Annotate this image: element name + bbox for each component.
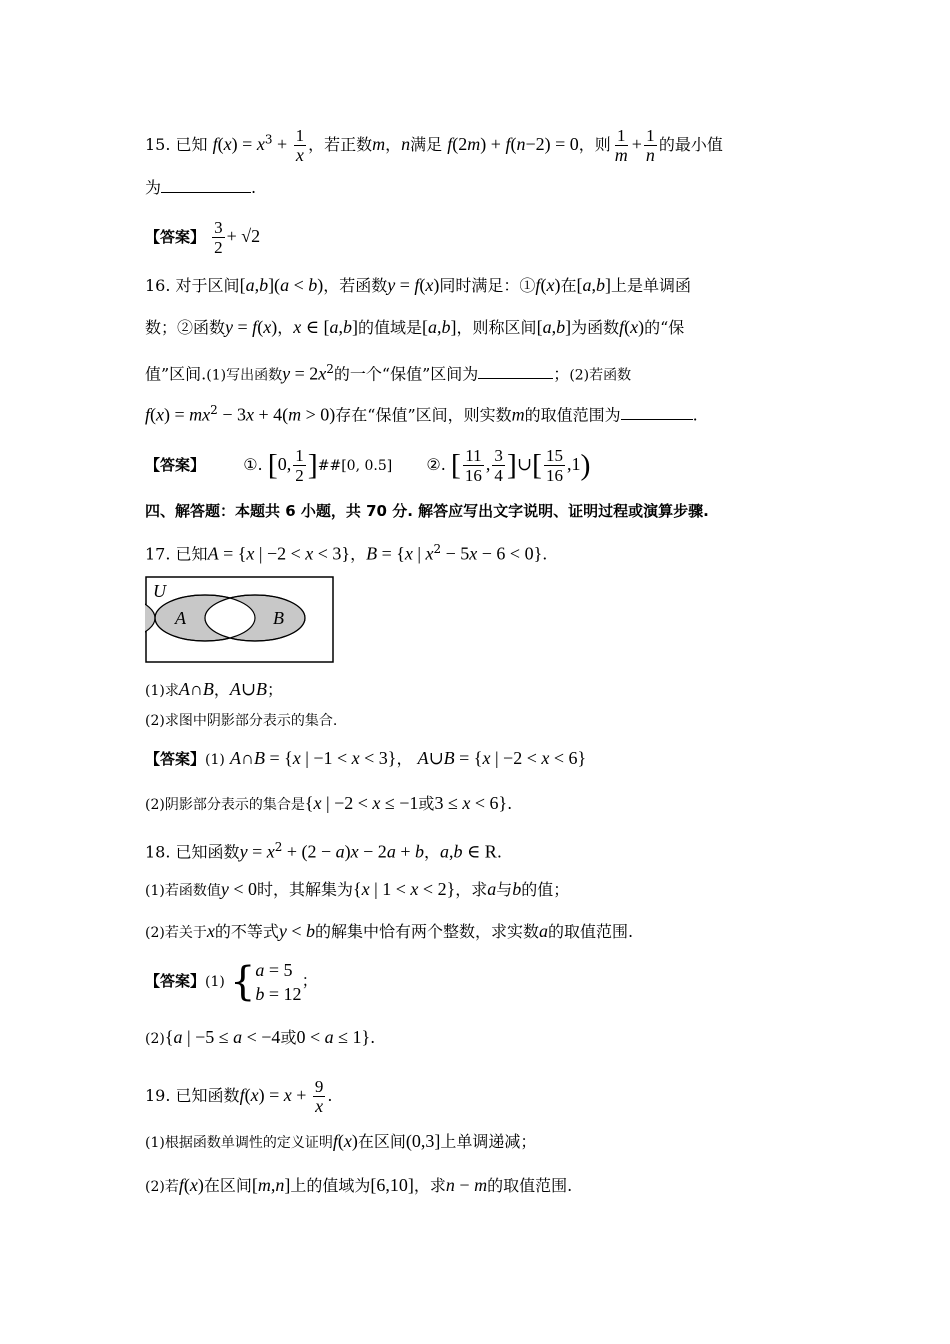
q15-line2: 为 . — [145, 178, 257, 197]
q16-line3: 值”区间.(1)写出函数$y = 2x^2$的一个“保值”区间为 ；(2)若函数 — [145, 362, 632, 384]
q17-part1: (1)求A∩B，A∪B； — [145, 679, 283, 699]
q15-line1: 15. 已知 $f(x) = x^3$ + $\frac{1}{x}$ ，若正数m，n满足 f(2m) + f(n−2) = 0，则 $\frac{1}{m}$ + $\frac{1}{n}$ 的最小值 — [145, 126, 723, 165]
a18-line1: 【答案】(1) { a = 5 b = 12 ； — [145, 958, 318, 1005]
q19-part2: (2)若f(x)在区间[m,n]上的值域为[6,10]，求n − m的取值范围. — [145, 1175, 573, 1195]
q18-number: 18. — [145, 842, 171, 862]
q16-number: 16. — [145, 276, 171, 295]
q16-line1: 16. 对于区间[a,b](a < b)，若函数y = f(x)同时满足：①f(x)在[a,b]上是单调函 — [145, 275, 691, 295]
q18-part1: (1)若函数值y < 0时，其解集为{x | 1 < x < 2}，求a与b的值； — [145, 879, 570, 899]
q19-part1: (1)根据函数单调性的定义证明f(x)在区间(0,3]上单调递减； — [145, 1131, 537, 1151]
answer-blank — [621, 405, 693, 420]
answer-label: 【答案】 — [145, 456, 206, 474]
answer-label: 【答案】 — [145, 972, 206, 990]
q17-line1: 17. 已知A = {x | −2 < x < 3}，B = {x | $x^2 - 5x - 6 < 0$}. — [145, 542, 548, 564]
q16-line2: 数；②函数y = f(x)，x ∈ [a,b]的值域是[a,b]，则称区间[a,b]为函数f(x)的“保 — [145, 317, 685, 337]
answer-blank — [161, 178, 251, 193]
q15-number: 15. — [145, 135, 171, 154]
q15-func: f — [212, 134, 218, 154]
section-header: 四、解答题：本题共 6 小题，共 70 分. 解答应写出文字说明、证明过程或演算步骤. — [145, 502, 709, 520]
q19-number: 19. — [145, 1086, 171, 1105]
a17-line1: 【答案】(1) A∩B = {x | −1 < x < 3}， A∪B = {x | −2 < x < 6} — [145, 748, 587, 768]
q18-part2: (2)若关于x的不等式y < b的解集中恰有两个整数，求实数a的取值范围. — [145, 921, 634, 941]
a16-line: 【答案】 ①. [0, $\frac{1}{2}$ ]##[0, 0.5] ②. [ $\frac{11}{16}$ , $\frac{3}{4}$ ]∪[ $\frac{15}{16}$ ,1) — [145, 446, 591, 485]
q18-line1: 18. 已知函数$y = x^2 + (2 - a)x - 2a + b$，a,b ∈ R. — [145, 840, 502, 862]
a15-line: 【答案】 $\frac{3}{2}$ + √2 — [145, 218, 261, 257]
answer-blank — [478, 364, 553, 379]
q16-line4: $f(x) = mx^2 - 3x + 4(m > 0)$存在“保值”区间，则实数m的取值范围为 . — [145, 403, 698, 425]
q17-number: 17. — [145, 544, 171, 564]
q19-line1: 19. 已知函数f(x) = x + $\frac{9}{x}$ . — [145, 1077, 333, 1116]
venn-label-b: B — [273, 608, 284, 628]
venn-diagram — [145, 576, 335, 664]
q17-part2: (2)求图中阴影部分表示的集合. — [145, 713, 338, 729]
venn-label-a: A — [175, 608, 186, 628]
venn-label-u: U — [153, 581, 166, 601]
answer-label: 【答案】 — [145, 750, 206, 768]
a18-line2: (2){a | −5 ≤ a < −4或0 < a ≤ 1}. — [145, 1027, 376, 1047]
a17-line2: (2)阴影部分表示的集合是{x | −2 < x ≤ −1或3 ≤ x < 6}. — [145, 793, 513, 813]
answer-label: 【答案】 — [145, 228, 206, 246]
